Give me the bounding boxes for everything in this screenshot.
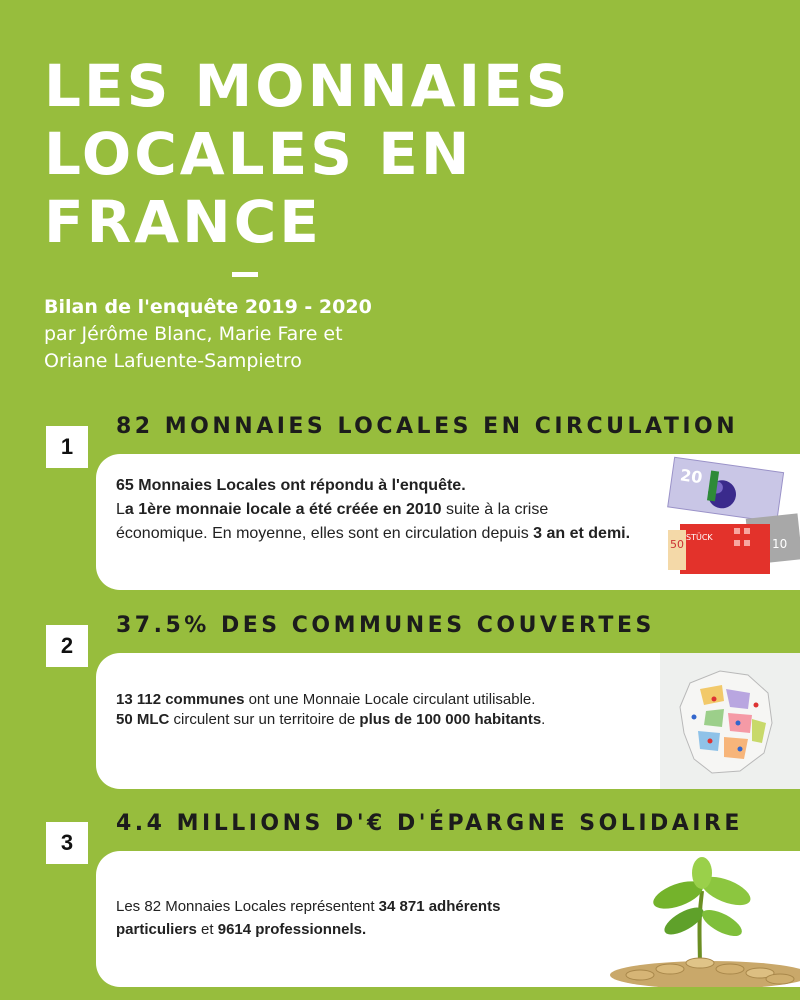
plant-coins-image [580,851,800,987]
section-3-number: 3 [46,822,88,864]
authors-line-2: Oriane Lafuente-Sampietro [44,350,302,372]
section-1-text: 65 Monnaies Locales ont répondu à l'enquête. La 1ère monnaie locale a été créée en 2010 suite à la crise économique. En moyenne, elles sont en circulation depuis 3 an et demi. [116,477,631,542]
section-1-number: 1 [46,426,88,468]
svg-text:50: 50 [670,538,684,551]
title-divider [232,272,258,277]
svg-text:10: 10 [772,537,788,551]
section-2-card [96,653,800,789]
section-2-heading: 37.5% DES COMMUNES COUVERTES [116,613,655,638]
section-1-card [96,454,800,590]
section-3-card [96,851,800,987]
banknotes-image [660,454,800,590]
section-1-heading: 82 MONNAIES LOCALES EN CIRCULATION [116,414,739,439]
authors-line-1: par Jérôme Blanc, Marie Fare et [44,323,343,345]
page-title [44,52,571,256]
title-line-2: LOCALES EN [44,120,473,188]
title-line-3: FRANCE [44,188,322,256]
section-2-number: 2 [46,625,88,667]
section-3-text: Les 82 Monnaies Locales représentent 34 871 adhérents particuliers et 9614 professionnels. [116,898,501,938]
survey-title: Bilan de l'enquête 2019 - 2020 [44,296,372,318]
section-2-text: 13 112 communes ont une Monnaie Locale circulant utilisable. 50 MLC circulent sur un territoire de plus de 100 000 habitants. [116,691,546,728]
title-line-1: LES MONNAIES [44,52,571,120]
section-3-heading: 4.4 MILLIONS D'€ D'ÉPARGNE SOLIDAIRE [116,811,743,836]
france-map-image [660,653,800,789]
subtitle [44,294,372,375]
svg-text:20: 20 [678,465,704,488]
svg-text:STÜCK: STÜCK [686,533,713,542]
